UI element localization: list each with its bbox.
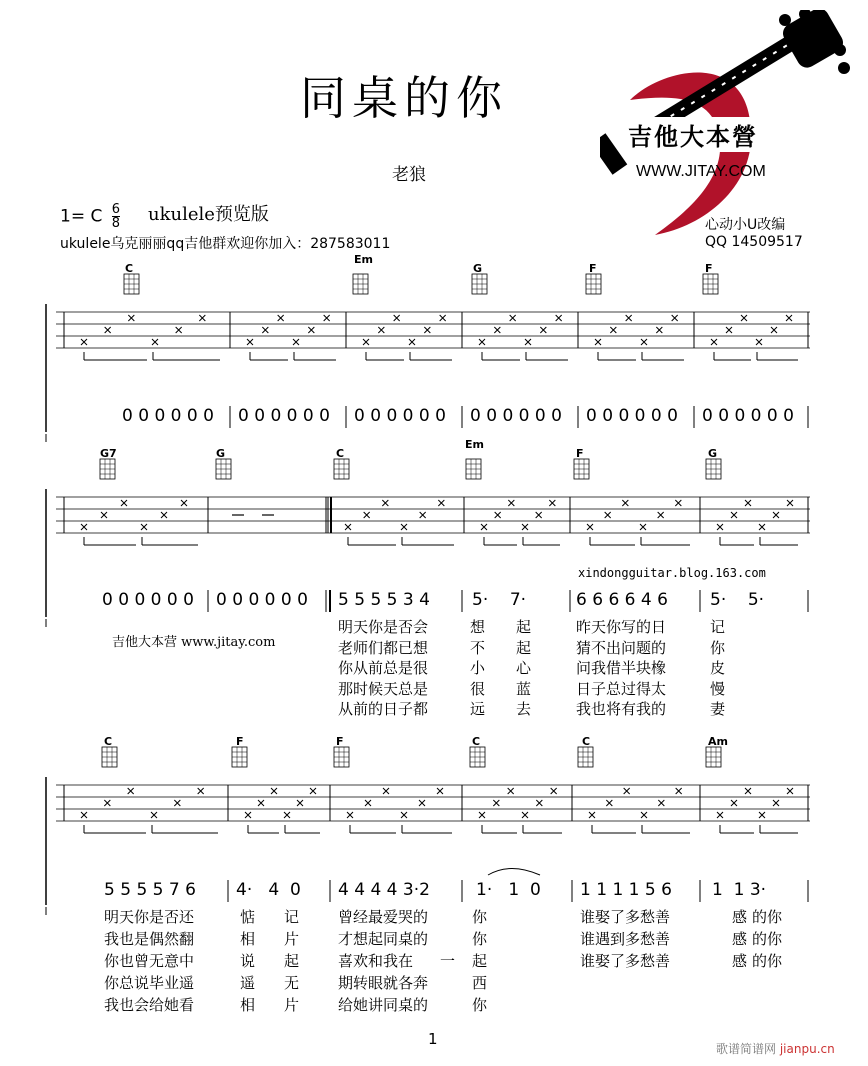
lyric-segment: 才想起同桌的 xyxy=(338,930,429,948)
lyric-segment: 记 xyxy=(710,618,726,636)
lyric-segment: 我也是偶然翻 xyxy=(104,930,195,948)
chord-label: C xyxy=(336,447,345,460)
lyric-segment: 慢 xyxy=(710,679,726,698)
lyric-segment: 谁娶了多愁善 xyxy=(580,908,671,926)
lyric-segment: 感 xyxy=(732,930,748,948)
note-x xyxy=(536,512,542,518)
lyric-segment: 片 xyxy=(284,930,300,948)
note-x xyxy=(161,512,167,518)
notation-measure: 0 0 0 0 0 0 xyxy=(102,590,194,610)
lyric-segment: 猜不出问题的 xyxy=(576,638,667,657)
note-x xyxy=(551,788,557,794)
lyric-segment: 明天你是否还 xyxy=(104,908,195,926)
note-x xyxy=(675,500,681,506)
note-x xyxy=(438,500,444,506)
note-x xyxy=(479,812,485,818)
note-x xyxy=(717,524,723,530)
logo-url: WWW.JITAY.COM xyxy=(636,163,766,180)
note-x xyxy=(508,788,514,794)
note-x xyxy=(771,327,777,333)
chord-label: G7 xyxy=(100,447,117,460)
lyric-segment: 的你 xyxy=(752,908,783,926)
note-x xyxy=(345,524,351,530)
notation-measure: 5· 5· xyxy=(710,590,765,610)
note-x xyxy=(310,788,316,794)
note-x xyxy=(378,327,384,333)
lyric-segment: 曾经最爱哭的 xyxy=(338,908,429,926)
note-x xyxy=(540,327,546,333)
lyric-segment: 一 xyxy=(440,952,456,970)
note-x xyxy=(104,800,110,806)
lyric-segment: 日子总过得太 xyxy=(576,679,667,698)
note-x xyxy=(401,524,407,530)
note-x xyxy=(672,315,678,321)
lyric-segment: 期转眼就各奔 xyxy=(338,974,429,992)
note-x xyxy=(383,788,389,794)
note-x xyxy=(324,315,330,321)
key: 1= C xyxy=(60,206,103,227)
note-x xyxy=(308,327,314,333)
note-x xyxy=(595,339,601,345)
note-x xyxy=(589,812,595,818)
note-x xyxy=(522,524,528,530)
lyric-segment: 你 xyxy=(472,996,488,1014)
chord-label: C xyxy=(104,735,113,748)
notation-measure: 4· 4 0 xyxy=(236,880,301,900)
notation-measure: 0 0 0 0 0 0 xyxy=(470,406,562,426)
lyric-segment: 你 xyxy=(710,638,726,657)
song-title: 同桌的你 xyxy=(300,71,508,125)
composer: 老狼 xyxy=(392,165,426,185)
site-prefix: 歌谱简谱网 xyxy=(716,1042,777,1056)
lyric-segment: 远 xyxy=(470,700,486,718)
arranger: 心动小U改编 xyxy=(705,217,786,233)
lyric-segment: 我也将有我的 xyxy=(576,700,667,718)
note-x xyxy=(731,800,737,806)
note-x xyxy=(495,512,501,518)
lyric-segment: 你 xyxy=(472,908,488,926)
lyric-segment: 想 xyxy=(470,618,486,636)
note-x xyxy=(508,500,514,506)
arranger-qq: QQ 14509517 xyxy=(705,234,803,250)
note-x xyxy=(105,327,111,333)
note-x xyxy=(258,800,264,806)
note-x xyxy=(658,512,664,518)
note-x xyxy=(656,327,662,333)
lyric-segment: 皮 xyxy=(710,659,726,677)
chord-label: F xyxy=(576,447,584,460)
note-x xyxy=(481,524,487,530)
lyric-segment: 心 xyxy=(516,659,532,677)
note-x xyxy=(745,500,751,506)
note-x xyxy=(676,788,682,794)
note-x xyxy=(759,524,765,530)
note-x xyxy=(363,339,369,345)
note-x xyxy=(726,327,732,333)
note-x xyxy=(641,339,647,345)
lyric-segment: 明天你是否会 xyxy=(338,618,429,636)
note-x xyxy=(364,512,370,518)
note-x xyxy=(510,315,516,321)
lyric-segment: 说 xyxy=(240,952,256,970)
note-x xyxy=(745,788,751,794)
lyric-segment: 片 xyxy=(284,996,300,1014)
note-x xyxy=(711,339,717,345)
chord-label: G xyxy=(216,447,226,460)
note-x xyxy=(419,800,425,806)
note-x xyxy=(121,500,127,506)
chord-label: C xyxy=(582,735,591,748)
lyric-segment: 谁娶了多愁善 xyxy=(580,952,671,970)
note-x xyxy=(556,315,562,321)
note-x xyxy=(658,800,664,806)
chord-label: C xyxy=(125,262,134,275)
lyric-segment: 给她讲同桌的 xyxy=(338,996,429,1014)
note-x xyxy=(394,315,400,321)
note-x xyxy=(494,327,500,333)
lyric-segment: 的你 xyxy=(752,930,783,948)
lyric-segment: 那时候天总是 xyxy=(338,679,429,698)
notation-measure: 4 4 4 4 3·2 xyxy=(338,880,430,900)
page-number: 1 xyxy=(428,1030,438,1048)
note-x xyxy=(262,327,268,333)
lyric-segment: 无 xyxy=(284,974,300,992)
note-x xyxy=(626,315,632,321)
lyric-segment: 昨天你写的日 xyxy=(576,618,667,636)
lyric-segment: 起 xyxy=(516,618,532,636)
note-x xyxy=(440,315,446,321)
note-x xyxy=(606,800,612,806)
note-x xyxy=(522,812,528,818)
notation-measure: 1 1 1 1 5 6 xyxy=(580,880,672,900)
lyric-segment: 你总说毕业遥 xyxy=(104,974,195,992)
notation-measure: 0 0 0 0 0 0 xyxy=(586,406,678,426)
lyric-segment: 老师们都已想 xyxy=(338,638,429,657)
logo-text: 吉他大本營 xyxy=(625,117,761,152)
note-x xyxy=(624,788,630,794)
note-x xyxy=(640,524,646,530)
lyric-segment: 遥 xyxy=(240,974,256,992)
lyric-segment: 相 xyxy=(240,930,256,948)
note-x xyxy=(198,788,204,794)
chord-label: Am xyxy=(708,735,728,748)
lyric-segment: 很 xyxy=(470,679,486,698)
lyric-segment: 去 xyxy=(516,700,532,718)
lyric-segment: 相 xyxy=(240,996,256,1014)
lyric-segment: 妻 xyxy=(710,700,726,718)
note-x xyxy=(141,524,147,530)
lyric-segment: 的你 xyxy=(752,952,783,970)
chord-label: G xyxy=(708,447,718,460)
time-sig-bottom: 8 xyxy=(111,216,121,231)
lyric-segment: 喜欢和我在 xyxy=(338,952,414,970)
watermark-text: 吉他大本营 www.jitay.com xyxy=(112,635,276,650)
note-x xyxy=(297,800,303,806)
note-x xyxy=(536,800,542,806)
note-x xyxy=(610,327,616,333)
note-x xyxy=(151,812,157,818)
note-x xyxy=(437,788,443,794)
note-x xyxy=(81,339,87,345)
note-x xyxy=(152,339,158,345)
edition-label: ukulele预览版 xyxy=(148,204,269,225)
note-x xyxy=(420,512,426,518)
lyric-segment: 起 xyxy=(284,952,300,970)
site-suffix: jianpu.cn xyxy=(779,1042,835,1056)
chord-label: F xyxy=(705,262,713,275)
note-x xyxy=(101,512,107,518)
lyric-segment: 不 xyxy=(470,638,486,657)
note-x xyxy=(756,339,762,345)
tie-arc xyxy=(488,869,540,876)
note-x xyxy=(605,512,611,518)
note-x xyxy=(773,512,779,518)
site-watermark xyxy=(716,1040,835,1057)
time-sig-top: 6 xyxy=(111,202,121,217)
note-x xyxy=(181,500,187,506)
qq-group-text: ukulele乌克丽丽qq吉他群欢迎你加入：287583011 xyxy=(60,236,391,252)
notation-measure: 5· 7· xyxy=(472,590,527,610)
note-x xyxy=(401,812,407,818)
notation-measure: 1 1 3· xyxy=(712,880,767,900)
note-x xyxy=(731,512,737,518)
note-x xyxy=(293,339,299,345)
note-x xyxy=(424,327,430,333)
notation-measure: 0 0 0 0 0 0 xyxy=(238,406,330,426)
note-x xyxy=(622,500,628,506)
note-x xyxy=(128,788,134,794)
chord-label: Em xyxy=(465,438,484,451)
lyric-segment: 小 xyxy=(470,659,486,677)
note-x xyxy=(245,812,251,818)
note-x xyxy=(284,812,290,818)
note-x xyxy=(382,500,388,506)
note-x xyxy=(786,315,792,321)
notation-measure: 0 0 0 0 0 0 xyxy=(702,406,794,426)
note-x xyxy=(717,812,723,818)
notation-measure: 1· 1 0 xyxy=(476,880,541,900)
note-x xyxy=(409,339,415,345)
lyric-segment: 我也会给她看 xyxy=(104,996,195,1014)
note-x xyxy=(278,315,284,321)
notation-measure: 0 0 0 0 0 0 xyxy=(216,590,308,610)
lyric-segment: 记 xyxy=(284,908,300,926)
lyric-segment: 西 xyxy=(472,974,488,992)
chord-label: G xyxy=(473,262,483,275)
chord-label: C xyxy=(472,735,481,748)
note-x xyxy=(549,500,555,506)
note-x xyxy=(247,339,253,345)
note-x xyxy=(176,327,182,333)
note-x xyxy=(787,788,793,794)
chord-label: Em xyxy=(354,253,373,266)
note-x xyxy=(641,812,647,818)
lyric-segment: 起 xyxy=(516,638,532,657)
lyric-segment: 惦 xyxy=(240,908,256,926)
note-x xyxy=(759,812,765,818)
lyric-segment: 你也曾无意中 xyxy=(104,952,195,970)
note-x xyxy=(174,800,180,806)
lyric-segment: 你从前总是很 xyxy=(338,659,429,677)
lyric-segment: 感 xyxy=(732,952,748,970)
lyric-segment: 蓝 xyxy=(516,679,532,698)
notation-measure: 5 5 5 5 7 6 xyxy=(104,880,196,900)
note-x xyxy=(493,800,499,806)
note-x xyxy=(587,524,593,530)
note-x xyxy=(525,339,531,345)
chord-label: F xyxy=(236,735,244,748)
note-x xyxy=(773,800,779,806)
note-x xyxy=(81,524,87,530)
lyric-segment: 你 xyxy=(472,930,488,948)
lyric-segment: 从前的日子都 xyxy=(338,700,429,718)
chord-label: F xyxy=(336,735,344,748)
note-x xyxy=(741,315,747,321)
lyric-segment: 问我借半块橡 xyxy=(576,659,667,677)
notation-measure: 0 0 0 0 0 0 xyxy=(122,406,214,426)
notation-measure: 5 5 5 5 3 4 xyxy=(338,590,430,610)
blog-url: xindongguitar.blog.163.com xyxy=(578,566,766,580)
note-x xyxy=(81,812,87,818)
note-x xyxy=(787,500,793,506)
notation-measure: 6 6 6 6 4 6 xyxy=(576,590,668,610)
lyric-segment: 起 xyxy=(472,952,488,970)
note-x xyxy=(347,812,353,818)
lyric-segment: 谁遇到多愁善 xyxy=(580,930,671,948)
note-x xyxy=(365,800,371,806)
note-x xyxy=(271,788,277,794)
chord-label: F xyxy=(589,262,597,275)
note-x xyxy=(479,339,485,345)
notation-measure: 0 0 0 0 0 0 xyxy=(354,406,446,426)
note-x xyxy=(128,315,134,321)
note-x xyxy=(199,315,205,321)
lyric-segment: 感 xyxy=(732,908,748,926)
